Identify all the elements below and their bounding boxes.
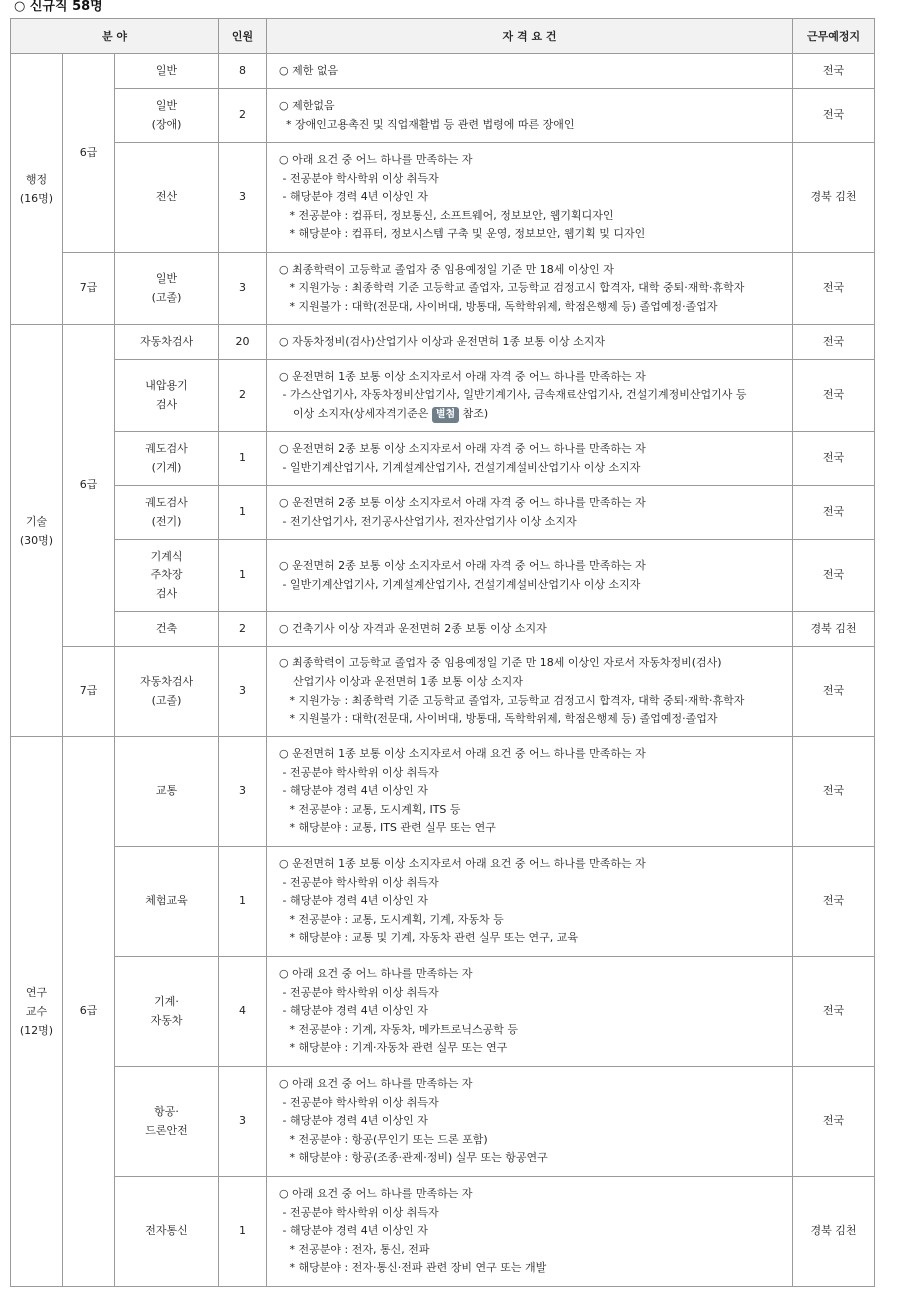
requirements-cell [267, 647, 793, 737]
requirement-line: ○ 제한 없음 [279, 63, 339, 77]
requirement-line: * 지원가능 : 최종학력 기준 고등학교 졸업자, 고등학교 검정고시 합격자, 대학 중퇴·재학·휴학자 [279, 693, 745, 707]
table-row [11, 432, 875, 486]
requirement-line: ○ 건축기사 이상 자격과 운전면허 2종 보통 이상 소지자 [279, 621, 547, 635]
location-cell: 전국 [793, 253, 875, 325]
count-cell: 1 [219, 847, 267, 957]
field-cell: 일반 (장애) [115, 89, 219, 143]
table-row [11, 253, 875, 325]
requirement-line: * 해당분야 : 컴퓨터, 정보시스템 구축 및 운영, 정보보안, 웹기획 및 디자인 [279, 227, 646, 241]
location-cell: 전국 [793, 647, 875, 737]
grade-cell: 7급 [63, 647, 115, 737]
attachment-badge: 별첨 [432, 407, 459, 423]
count-cell: 4 [219, 957, 267, 1067]
table-row [11, 647, 875, 737]
location-cell: 경북 김천 [793, 1177, 875, 1287]
count-cell: 1 [219, 1177, 267, 1287]
recruitment-table [10, 18, 875, 1287]
requirement-line: 산업기사 이상과 운전면허 1종 보통 이상 소지자 [279, 674, 523, 688]
requirement-line: - 해당분야 경력 4년 이상인 자 [279, 1004, 428, 1018]
requirements-cell [267, 1177, 793, 1287]
requirement-line: - 해당분야 경력 4년 이상인 자 [279, 784, 428, 798]
field-cell: 체험교육 [115, 847, 219, 957]
requirements-cell [267, 847, 793, 957]
requirement-line: - 일반기계산업기사, 기계설계산업기사, 건설기계설비산업기사 이상 소지자 [279, 577, 641, 591]
count-cell: 2 [219, 360, 267, 432]
requirements-cell [267, 1067, 793, 1177]
requirement-line: * 지원불가 : 대학(전문대, 사이버대, 방통대, 독학학위제, 학점은행제 등) 졸업예정·졸업자 [279, 299, 718, 313]
requirement-line: * 전공분야 : 항공(무인기 또는 드론 포함) [279, 1132, 488, 1146]
field-cell: 일반 [115, 54, 219, 89]
field-cell: 전산 [115, 143, 219, 253]
requirements-cell [267, 540, 793, 612]
grade-cell: 6급 [63, 325, 115, 647]
requirement-line: ○ 아래 요건 중 어느 하나를 만족하는 자 [279, 1187, 473, 1201]
requirement-line: ○ 운전면허 2종 보통 이상 소지자로서 아래 자격 중 어느 하나를 만족하는 자 [279, 558, 646, 572]
requirement-line: * 장애인고용촉진 및 직업재활법 등 관련 법령에 따른 장애인 [279, 117, 575, 131]
location-cell: 전국 [793, 486, 875, 540]
requirement-line: ○ 운전면허 2종 보통 이상 소지자로서 아래 자격 중 어느 하나를 만족하는 자 [279, 495, 646, 509]
location-cell: 전국 [793, 1067, 875, 1177]
count-cell: 1 [219, 540, 267, 612]
requirement-line: * 해당분야 : 교통, ITS 관련 실무 또는 연구 [279, 821, 496, 835]
table-row [11, 737, 875, 847]
section-heading: ○ 신규직 58명 [14, 0, 103, 14]
field-cell: 자동차검사 (고졸) [115, 647, 219, 737]
location-cell: 전국 [793, 360, 875, 432]
requirement-line: - 가스산업기사, 자동차정비산업기사, 일반기계기사, 금속재료산업기사, 건설기계정비산업기사 등 [279, 388, 747, 402]
table-row [11, 360, 875, 432]
grade-cell: 7급 [63, 253, 115, 325]
requirements-cell [267, 957, 793, 1067]
requirement-line: - 일반기계산업기사, 기계설계산업기사, 건설기계설비산업기사 이상 소지자 [279, 460, 641, 474]
requirement-line: * 지원불가 : 대학(전문대, 사이버대, 방통대, 독학학위제, 학점은행제 등) 졸업예정·졸업자 [279, 712, 718, 726]
requirement-line: * 전공분야 : 컴퓨터, 정보통신, 소프트웨어, 정보보안, 웹기획디자인 [279, 208, 614, 222]
requirements-cell [267, 486, 793, 540]
table-row [11, 1177, 875, 1287]
count-cell: 20 [219, 325, 267, 360]
count-cell: 1 [219, 432, 267, 486]
location-cell: 전국 [793, 540, 875, 612]
table-row [11, 540, 875, 612]
field-cell: 자동차검사 [115, 325, 219, 360]
field-cell: 내압용기 검사 [115, 360, 219, 432]
requirement-line: ○ 운전면허 1종 보통 이상 소지자로서 아래 요건 중 어느 하나를 만족하는 자 [279, 857, 646, 871]
requirement-line: - 전공분야 학사학위 이상 취득자 [279, 1095, 439, 1109]
requirement-line: ○ 최종학력이 고등학교 졸업자 중 임용예정일 기준 만 18세 이상인 자로서 자동차정비(검사) [279, 656, 722, 670]
table-body [11, 54, 875, 1287]
requirement-line: ○ 아래 요건 중 어느 하나를 만족하는 자 [279, 153, 473, 167]
count-cell: 2 [219, 612, 267, 647]
table-row [11, 325, 875, 360]
requirement-line: ○ 운전면허 1종 보통 이상 소지자로서 아래 요건 중 어느 하나를 만족하는 자 [279, 747, 646, 761]
field-cell: 기계식 주차장 검사 [115, 540, 219, 612]
table-row [11, 486, 875, 540]
header-field: 분 야 [11, 19, 219, 54]
requirement-line: * 전공분야 : 교통, 도시계획, ITS 등 [279, 802, 461, 816]
requirement-line: - 전공분야 학사학위 이상 취득자 [279, 171, 439, 185]
field-cell: 일반 (고졸) [115, 253, 219, 325]
requirement-line: * 해당분야 : 전자·통신·전파 관련 장비 연구 또는 개발 [279, 1261, 547, 1275]
requirement-line: - 전기산업기사, 전기공사산업기사, 전자산업기사 이상 소지자 [279, 514, 577, 528]
field-cell: 건축 [115, 612, 219, 647]
requirement-line: - 해당분야 경력 4년 이상인 자 [279, 894, 428, 908]
table-row [11, 143, 875, 253]
requirement-line: - 전공분야 학사학위 이상 취득자 [279, 875, 439, 889]
requirement-line: * 해당분야 : 항공(조종·관제·정비) 실무 또는 항공연구 [279, 1151, 548, 1165]
requirements-cell [267, 612, 793, 647]
location-cell: 전국 [793, 737, 875, 847]
count-cell: 3 [219, 737, 267, 847]
requirement-line: ○ 운전면허 1종 보통 이상 소지자로서 아래 자격 중 어느 하나를 만족하는 자 [279, 369, 646, 383]
location-cell: 전국 [793, 325, 875, 360]
requirement-line: - 해당분야 경력 4년 이상인 자 [279, 190, 428, 204]
field-cell: 궤도검사 (기계) [115, 432, 219, 486]
requirement-line: ○ 아래 요건 중 어느 하나를 만족하는 자 [279, 967, 473, 981]
table-row [11, 957, 875, 1067]
group-cell: 행정 (16명) [11, 54, 63, 325]
table-row [11, 1067, 875, 1177]
requirement-line: ○ 아래 요건 중 어느 하나를 만족하는 자 [279, 1077, 473, 1091]
requirement-line: ○ 자동차정비(검사)산업기사 이상과 운전면허 1종 보통 이상 소지자 [279, 334, 605, 348]
requirements-cell [267, 54, 793, 89]
count-cell: 1 [219, 486, 267, 540]
location-cell: 전국 [793, 89, 875, 143]
table-header-row [11, 19, 875, 54]
requirement-line: 이상 소지자(상세자격기준은 별첨 참조) [279, 405, 786, 424]
location-cell: 전국 [793, 957, 875, 1067]
requirement-line: - 해당분야 경력 4년 이상인 자 [279, 1114, 428, 1128]
header-count: 인원 [219, 19, 267, 54]
table-row [11, 89, 875, 143]
requirement-line: * 해당분야 : 교통 및 기계, 자동차 관련 실무 또는 연구, 교육 [279, 931, 578, 945]
location-cell: 전국 [793, 847, 875, 957]
field-cell: 항공· 드론안전 [115, 1067, 219, 1177]
location-cell: 전국 [793, 54, 875, 89]
count-cell: 8 [219, 54, 267, 89]
requirement-line: * 지원가능 : 최종학력 기준 고등학교 졸업자, 고등학교 검정고시 합격자, 대학 중퇴·재학·휴학자 [279, 281, 745, 295]
header-location: 근무예정지 [793, 19, 875, 54]
field-cell: 궤도검사 (전기) [115, 486, 219, 540]
requirement-line: * 해당분야 : 기계·자동차 관련 실무 또는 연구 [279, 1041, 508, 1055]
count-cell: 2 [219, 89, 267, 143]
requirement-line: - 전공분야 학사학위 이상 취득자 [279, 985, 439, 999]
requirements-cell [267, 737, 793, 847]
count-cell: 3 [219, 1067, 267, 1177]
requirement-line: ○ 제한없음 [279, 98, 335, 112]
group-cell: 기술 (30명) [11, 325, 63, 737]
count-cell: 3 [219, 143, 267, 253]
requirement-line: ○ 최종학력이 고등학교 졸업자 중 임용예정일 기준 만 18세 이상인 자 [279, 262, 614, 276]
requirement-line: - 전공분야 학사학위 이상 취득자 [279, 1205, 439, 1219]
grade-cell: 6급 [63, 737, 115, 1287]
location-cell: 경북 김천 [793, 612, 875, 647]
count-cell: 3 [219, 253, 267, 325]
table-row [11, 54, 875, 89]
location-cell: 경북 김천 [793, 143, 875, 253]
requirements-cell [267, 253, 793, 325]
table-row [11, 847, 875, 957]
requirements-cell [267, 143, 793, 253]
requirement-line: - 전공분야 학사학위 이상 취득자 [279, 765, 439, 779]
requirements-cell [267, 432, 793, 486]
requirements-cell [267, 325, 793, 360]
grade-cell: 6급 [63, 54, 115, 253]
group-cell: 연구 교수 (12명) [11, 737, 63, 1287]
header-requirements: 자 격 요 건 [267, 19, 793, 54]
requirements-cell [267, 360, 793, 432]
requirements-cell [267, 89, 793, 143]
field-cell: 교통 [115, 737, 219, 847]
field-cell: 전자통신 [115, 1177, 219, 1287]
requirement-line: - 해당분야 경력 4년 이상인 자 [279, 1224, 428, 1238]
location-cell: 전국 [793, 432, 875, 486]
requirement-line: * 전공분야 : 교통, 도시계획, 기계, 자동차 등 [279, 912, 504, 926]
requirement-line: * 전공분야 : 기계, 자동차, 메카트로닉스공학 등 [279, 1022, 518, 1036]
requirement-line: * 전공분야 : 전자, 통신, 전파 [279, 1242, 430, 1256]
count-cell: 3 [219, 647, 267, 737]
field-cell: 기계· 자동차 [115, 957, 219, 1067]
requirement-line: ○ 운전면허 2종 보통 이상 소지자로서 아래 자격 중 어느 하나를 만족하는 자 [279, 441, 646, 455]
table-row [11, 612, 875, 647]
